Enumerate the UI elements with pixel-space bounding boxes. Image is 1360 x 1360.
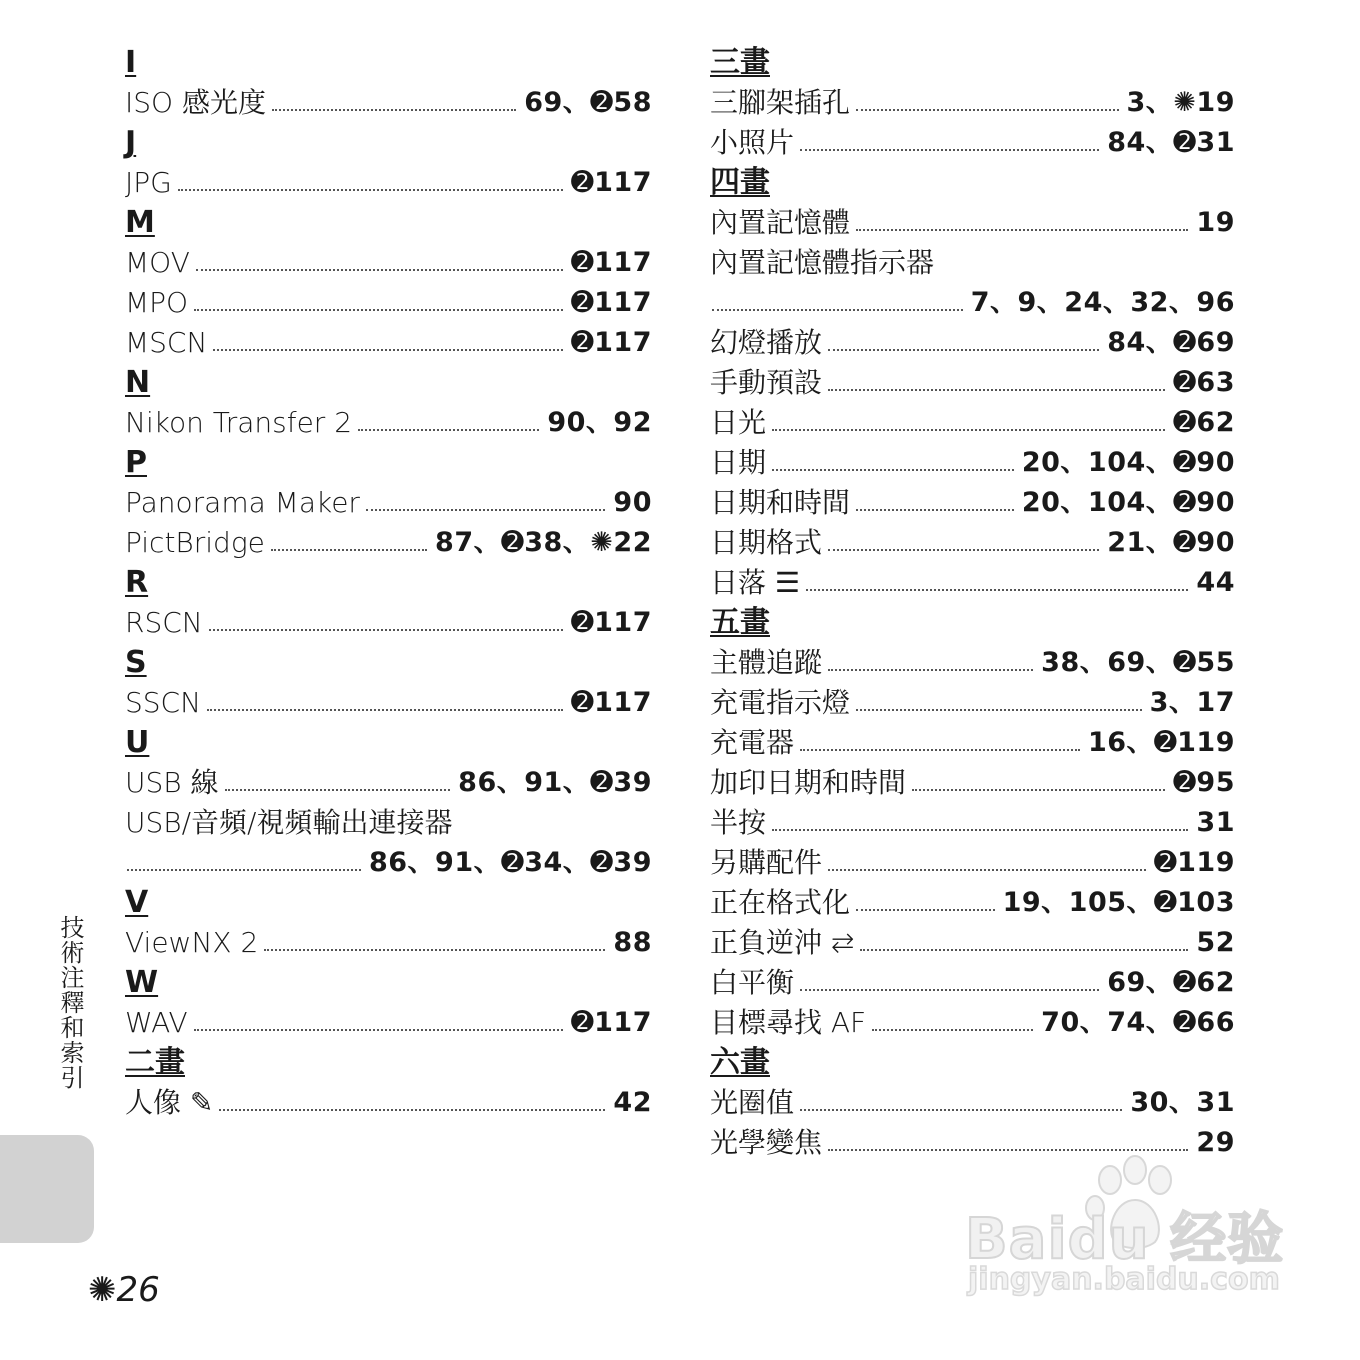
- index-entry: [710, 758, 1235, 798]
- index-entry-term: MPO: [125, 286, 189, 319]
- dot-leader: [912, 789, 1165, 791]
- dot-leader: [800, 1109, 1122, 1111]
- index-section-heading: [710, 158, 1235, 198]
- index-entry-term: 加印日期和時間: [710, 766, 907, 799]
- index-entry-term: 手動預設: [710, 366, 823, 399]
- index-entry: [125, 598, 652, 638]
- index-entry: [125, 318, 652, 358]
- dot-leader: [225, 789, 451, 791]
- index-entry: [710, 198, 1235, 238]
- index-entry: [710, 838, 1235, 878]
- index-entry: [125, 838, 652, 878]
- index-entry-term: MSCN: [125, 326, 208, 359]
- index-entry-page-refs: 69、➋58: [524, 87, 652, 118]
- index-entry-page-refs: ➋117: [571, 327, 652, 358]
- index-entry-page-refs: 84、➋69: [1107, 327, 1235, 358]
- index-entry-term: RSCN: [125, 606, 203, 639]
- dot-leader: [800, 989, 1099, 991]
- dot-leader: [856, 509, 1014, 511]
- index-entry: [125, 518, 652, 558]
- index-entry: [710, 1078, 1235, 1118]
- index-entry-page-refs: 21、➋90: [1107, 527, 1235, 558]
- index-entry: [710, 558, 1235, 598]
- index-entry-term: 日期格式: [710, 526, 823, 559]
- index-entry-page-refs: 88: [613, 927, 652, 958]
- index-entry-term: 正在格式化: [710, 886, 851, 919]
- dot-leader: [872, 1029, 1033, 1031]
- index-entry: [125, 158, 652, 198]
- index-entry-term: 幻燈播放: [710, 326, 823, 359]
- index-entry-term: USB/音頻/視頻輸出連接器: [125, 806, 453, 839]
- index-section-heading: [125, 38, 652, 78]
- dot-leader: [219, 1109, 605, 1111]
- dot-leader: [828, 869, 1146, 871]
- dot-leader: [828, 349, 1099, 351]
- index-entry-term: 小照片: [710, 126, 795, 159]
- index-section-heading: [710, 598, 1235, 638]
- index-entry-term: 日落 ☰: [710, 566, 801, 599]
- index-entry: [710, 118, 1235, 158]
- bulb-icon: ✺: [88, 1270, 117, 1310]
- chapter-side-tab: [0, 1135, 94, 1243]
- index-section-heading: [125, 558, 652, 598]
- index-entry-page-refs: 7、9、24、32、96: [970, 287, 1235, 318]
- index-heading-text: S: [125, 645, 147, 680]
- index-column-left: [125, 38, 652, 1118]
- index-heading-text: R: [125, 565, 149, 600]
- baidu-watermark-url: jingyan.baidu.com: [968, 1262, 1280, 1297]
- index-entry-page-refs: ➋117: [571, 1007, 652, 1038]
- index-heading-text: P: [125, 445, 147, 480]
- index-entry-term: SSCN: [125, 686, 202, 719]
- dot-leader: [772, 469, 1014, 471]
- dot-leader: [178, 189, 563, 191]
- index-section-heading: [125, 118, 652, 158]
- dot-leader: [772, 429, 1165, 431]
- index-entry-page-refs: 30、31: [1130, 1087, 1235, 1118]
- index-entry-term: JPG: [125, 166, 172, 199]
- index-section-heading: [125, 638, 652, 678]
- index-entry-page-refs: ➋119: [1154, 847, 1235, 878]
- dot-leader: [856, 709, 1142, 711]
- index-entry-page-refs: 3、✺19: [1126, 87, 1235, 118]
- index-entry-page-refs: ➋117: [571, 287, 652, 318]
- index-entry-term: 日期和時間: [710, 486, 851, 519]
- index-heading-text: V: [125, 885, 149, 920]
- dot-leader: [366, 509, 605, 511]
- dot-leader: [856, 229, 1188, 231]
- page-number: [88, 1268, 160, 1312]
- index-entry: [710, 238, 1235, 278]
- dot-leader: [856, 109, 1119, 111]
- index-heading-text: U: [125, 725, 150, 760]
- index-heading-text: 五畫: [710, 605, 770, 640]
- index-section-heading: [125, 198, 652, 238]
- index-entry: [710, 678, 1235, 718]
- index-entry-page-refs: ➋62: [1173, 407, 1235, 438]
- index-entry-page-refs: 86、91、➋39: [458, 767, 652, 798]
- index-section-heading: [710, 1038, 1235, 1078]
- index-entry-page-refs: ➋63: [1173, 367, 1235, 398]
- index-entry-term: 主體追蹤: [710, 646, 823, 679]
- index-entry: [125, 758, 652, 798]
- index-column-right: [710, 38, 1235, 1158]
- index-entry-term: 內置記憶體指示器: [710, 246, 935, 279]
- index-section-heading: [125, 878, 652, 918]
- index-entry-page-refs: 19: [1196, 207, 1235, 238]
- dot-leader: [194, 1029, 563, 1031]
- index-heading-text: 三畫: [710, 45, 770, 80]
- dot-leader: [207, 709, 563, 711]
- index-entry: [710, 798, 1235, 838]
- index-entry-page-refs: 70、74、➋66: [1041, 1007, 1235, 1038]
- dot-leader: [828, 549, 1099, 551]
- index-heading-text: 六畫: [710, 1045, 770, 1080]
- index-entry: [710, 718, 1235, 758]
- dot-leader: [828, 389, 1165, 391]
- index-entry: [125, 478, 652, 518]
- dot-leader: [712, 309, 963, 311]
- index-entry: [710, 998, 1235, 1038]
- index-entry: [125, 798, 652, 838]
- index-entry-page-refs: 90、92: [547, 407, 652, 438]
- dot-leader: [860, 949, 1188, 951]
- dot-leader: [772, 829, 1188, 831]
- index-heading-text: J: [125, 125, 137, 160]
- dot-leader: [209, 629, 563, 631]
- index-section-heading: [125, 438, 652, 478]
- dot-leader: [196, 269, 563, 271]
- index-entry-term: USB 線: [125, 766, 219, 799]
- index-section-heading: [125, 718, 652, 758]
- index-entry-page-refs: 84、➋31: [1107, 127, 1235, 158]
- index-entry-term: 半按: [710, 806, 767, 839]
- index-entry: [710, 478, 1235, 518]
- index-entry-page-refs: ➋117: [571, 687, 652, 718]
- index-heading-text: I: [125, 45, 137, 80]
- index-entry-page-refs: 16、➋119: [1087, 727, 1235, 758]
- index-entry: [710, 398, 1235, 438]
- index-entry: [125, 78, 652, 118]
- index-entry: [710, 638, 1235, 678]
- index-entry: [710, 318, 1235, 358]
- index-entry-page-refs: 69、➋62: [1107, 967, 1235, 998]
- index-entry: [125, 918, 652, 958]
- index-entry: [125, 278, 652, 318]
- index-entry-term: Panorama Maker: [125, 486, 360, 519]
- index-entry-page-refs: 44: [1196, 567, 1235, 598]
- index-heading-text: 四畫: [710, 165, 770, 200]
- index-section-heading: [125, 958, 652, 998]
- index-entry-term: 白平衡: [710, 966, 795, 999]
- dot-leader: [806, 589, 1188, 591]
- index-entry: [710, 78, 1235, 118]
- index-entry-term: ISO 感光度: [125, 86, 266, 119]
- index-entry-term: 三腳架插孔: [710, 86, 851, 119]
- index-entry-page-refs: 38、69、➋55: [1041, 647, 1235, 678]
- index-entry: [710, 278, 1235, 318]
- index-section-heading: [125, 1038, 652, 1078]
- index-entry-term: 光圈值: [710, 1086, 795, 1119]
- index-entry-term: 另購配件: [710, 846, 823, 879]
- index-entry-page-refs: ➋117: [571, 247, 652, 278]
- dot-leader: [828, 669, 1033, 671]
- index-entry-term: ViewNX 2: [125, 926, 259, 959]
- index-entry: [125, 1078, 652, 1118]
- index-entry-page-refs: ➋117: [571, 607, 652, 638]
- index-entry-page-refs: 52: [1196, 927, 1235, 958]
- index-entry-term: WAV: [125, 1006, 188, 1039]
- index-entry: [125, 678, 652, 718]
- index-heading-text: W: [125, 965, 159, 1000]
- page-number-text: 26: [116, 1270, 160, 1310]
- index-entry: [710, 518, 1235, 558]
- index-entry-term: 正負逆沖 ⇄: [710, 926, 855, 959]
- index-entry: [710, 438, 1235, 478]
- index-entry-page-refs: 19、105、➋103: [1002, 887, 1235, 918]
- index-entry-page-refs: 87、➋38、✺22: [435, 527, 652, 558]
- index-entry: [710, 878, 1235, 918]
- index-entry-term: Nikon Transfer 2: [125, 406, 353, 439]
- index-heading-text: M: [125, 205, 155, 240]
- dot-leader: [856, 909, 995, 911]
- dot-leader: [213, 349, 563, 351]
- index-entry-term: 日期: [710, 446, 767, 479]
- dot-leader: [127, 869, 361, 871]
- index-entry-page-refs: 20、104、➋90: [1021, 487, 1235, 518]
- index-entry-term: 人像 ✎: [125, 1086, 214, 1119]
- index-entry: [710, 358, 1235, 398]
- chapter-side-label: 技術注釋和索引: [56, 915, 84, 1090]
- index-entry-term: 內置記憶體: [710, 206, 851, 239]
- index-entry-page-refs: 42: [613, 1087, 652, 1118]
- index-entry-term: 充電指示燈: [710, 686, 851, 719]
- index-entry: [710, 918, 1235, 958]
- index-entry-page-refs: ➋117: [571, 167, 652, 198]
- index-entry: [125, 238, 652, 278]
- dot-leader: [271, 549, 427, 551]
- dot-leader: [264, 949, 605, 951]
- index-heading-text: 二畫: [125, 1045, 185, 1080]
- index-entry: [710, 958, 1235, 998]
- index-entry-page-refs: 20、104、➋90: [1021, 447, 1235, 478]
- index-entry-term: 光學變焦: [710, 1126, 823, 1159]
- index-entry-page-refs: 3、17: [1149, 687, 1235, 718]
- index-entry-term: MOV: [125, 246, 190, 279]
- dot-leader: [194, 309, 563, 311]
- index-entry-page-refs: 29: [1196, 1127, 1235, 1158]
- index-entry-term: 充電器: [710, 726, 795, 759]
- index-heading-text: N: [125, 365, 151, 400]
- dot-leader: [272, 109, 516, 111]
- index-section-heading: [710, 38, 1235, 78]
- index-entry-page-refs: ➋95: [1173, 767, 1235, 798]
- index-entry-term: PictBridge: [125, 526, 265, 559]
- dot-leader: [800, 749, 1080, 751]
- dot-leader: [358, 429, 539, 431]
- dot-leader: [800, 149, 1099, 151]
- index-entry-term: 目標尋找 AF: [710, 1006, 867, 1039]
- index-entry: [125, 998, 652, 1038]
- index-entry-page-refs: 31: [1196, 807, 1235, 838]
- baidu-watermark-logo: Baidu 经验: [965, 1207, 1285, 1272]
- index-entry-page-refs: 90: [613, 487, 652, 518]
- index-entry-term: 日光: [710, 406, 767, 439]
- index-entry: [125, 398, 652, 438]
- index-entry-page-refs: 86、91、➋34、➋39: [368, 847, 652, 878]
- index-section-heading: [125, 358, 652, 398]
